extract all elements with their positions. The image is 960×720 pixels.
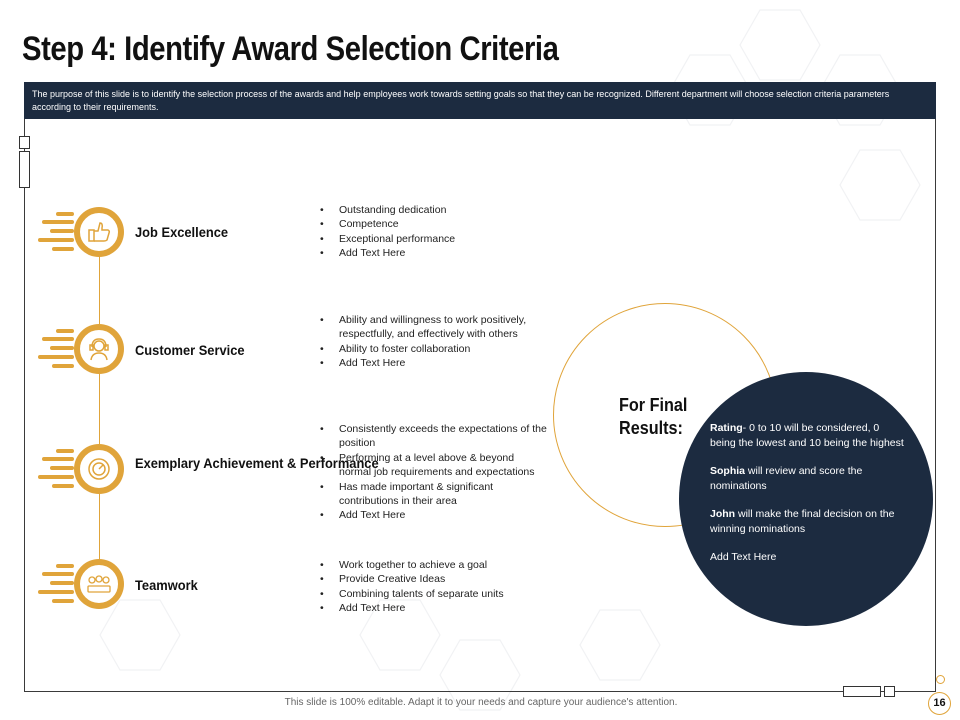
list-item: • Add Text Here	[318, 356, 548, 370]
list-item: • Consistently exceeds the expectations of the position	[318, 422, 548, 451]
criteria-label: Exemplary Achievement & Performance	[135, 455, 379, 471]
page-title: Step 4: Identify Award Selection Criteria	[22, 30, 559, 68]
criteria-bullets-exemplary-achievement	[318, 422, 548, 523]
frame-decoration	[19, 136, 30, 149]
criteria-label: Teamwork	[135, 577, 198, 593]
list-item: • Ability to foster collaboration	[318, 342, 548, 356]
john-text: John will make the final decision on the winning nominations	[710, 508, 895, 535]
list-item: • Combining talents of separate units	[318, 587, 548, 601]
criteria-label: Job Excellence	[135, 224, 229, 240]
final-results-label: For Final Results:	[619, 395, 688, 438]
list-item: • Outstanding dedication	[318, 203, 548, 217]
headset-agent-icon	[86, 336, 112, 362]
frame-decoration	[843, 686, 881, 697]
footer-note: This slide is 100% editable. Adapt it to your needs and capture your audience's attention.	[284, 697, 678, 708]
criteria-bullets-teamwork	[318, 558, 548, 616]
list-item: • Ability and willingness to work positively, respectfully, and effectively with others	[318, 313, 548, 342]
criteria-bullets-customer-service	[318, 313, 548, 371]
list-item: • Add Text Here	[318, 508, 548, 522]
list-item: • Work together to achieve a goal	[318, 558, 548, 572]
team-icon	[85, 571, 113, 597]
list-item: • Competence	[318, 217, 548, 231]
sophia-text: Sophia will review and score the nominations	[710, 465, 863, 492]
list-item: • Add Text Here	[318, 246, 548, 260]
description-banner: The purpose of this slide is to identify the selection process of the awards and help employees work towards setting goals so that they can be recognized. Different department will choose selection criteria parameters according to their requirements.	[24, 82, 936, 119]
final-results-text	[710, 421, 905, 579]
list-item: • Add Text Here	[318, 601, 548, 615]
speedometer-icon	[86, 456, 112, 482]
page-decoration	[936, 675, 945, 684]
list-item: • Exceptional performance	[318, 232, 548, 246]
extra-text: Add Text Here	[710, 551, 777, 563]
rating-text: Rating- 0 to 10 will be considered, 0 being the lowest and 10 being the highest	[710, 422, 904, 449]
criteria-bullets-job-excellence	[318, 203, 548, 261]
thumbs-up-icon	[86, 219, 112, 245]
criteria-label: Customer Service	[135, 342, 245, 358]
timeline-connector	[99, 232, 100, 584]
list-item: • Has made important & significant contributions in their area	[318, 480, 548, 509]
list-item: • Performing at a level above & beyond normal job requirements and expectations	[318, 451, 548, 480]
page-number: 16	[928, 692, 951, 715]
frame-decoration	[884, 686, 895, 697]
frame-decoration	[19, 151, 30, 188]
list-item: • Provide Creative Ideas	[318, 572, 548, 586]
